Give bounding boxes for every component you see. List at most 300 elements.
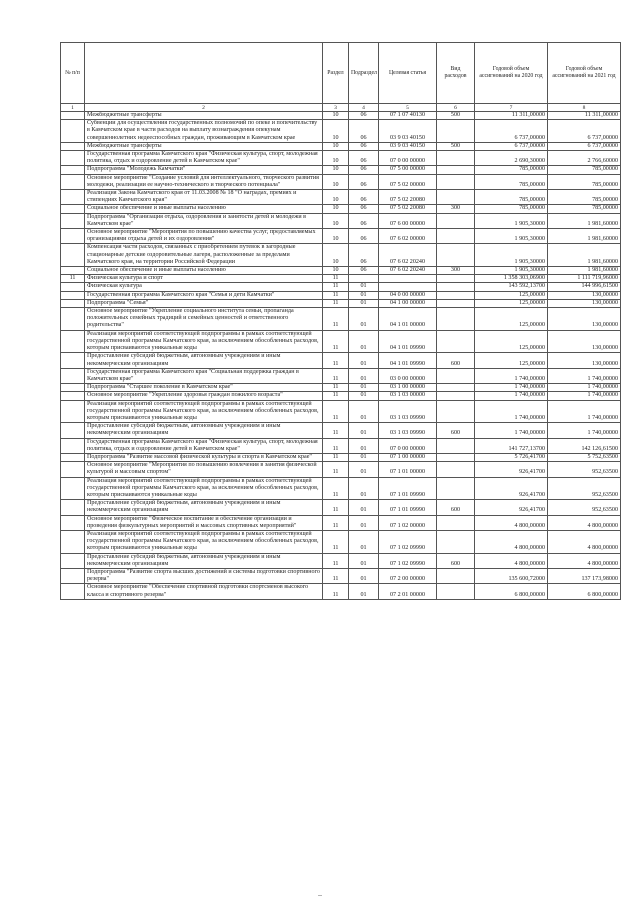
row-amount-2021: 952,63500 bbox=[548, 500, 621, 515]
row-podrazdel: 01 bbox=[349, 584, 379, 599]
row-name: Предоставление субсидий бюджетным, автономным учреждениям и иным некоммерческим организациям bbox=[85, 353, 323, 368]
row-vid bbox=[437, 213, 475, 228]
row-amount-2021: 11 311,00000 bbox=[548, 112, 621, 120]
row-number bbox=[61, 283, 85, 291]
row-amount-2021: 785,00000 bbox=[548, 205, 621, 213]
row-statya: 03 9 03 40150 bbox=[379, 120, 437, 143]
row-vid bbox=[437, 392, 475, 400]
row-amount-2020: 1 358 303,06900 bbox=[475, 275, 548, 283]
row-vid bbox=[437, 568, 475, 583]
row-podrazdel: 06 bbox=[349, 267, 379, 275]
row-name: Социальное обеспечение и иные выплаты населению bbox=[85, 205, 323, 213]
row-statya: 03 0 00 00000 bbox=[379, 368, 437, 383]
column-index-row bbox=[61, 104, 621, 112]
row-name: Основное мероприятие "Мероприятия по повышению качества услуг, предоставляемых организациями отдыха детей и их оздоровления" bbox=[85, 229, 323, 244]
row-amount-2020: 1 740,00000 bbox=[475, 392, 548, 400]
row-name: Основное мероприятие "Физическое воспитание и обеспечение организации и проведения физкультурных мероприятий и массовых спортивных мероприятий" bbox=[85, 515, 323, 530]
row-name: Подпрограмма "Семья" bbox=[85, 299, 323, 307]
row-statya: 04 1 01 00000 bbox=[379, 308, 437, 331]
row-amount-2021: 4 800,00000 bbox=[548, 553, 621, 568]
row-statya: 07 6 02 00000 bbox=[379, 229, 437, 244]
row-podrazdel: 01 bbox=[349, 553, 379, 568]
row-number bbox=[61, 353, 85, 368]
table-row bbox=[61, 213, 621, 228]
table-row bbox=[61, 244, 621, 267]
row-podrazdel: 06 bbox=[349, 174, 379, 189]
column-index: 3 bbox=[323, 104, 349, 112]
row-amount-2020: 135 600,72000 bbox=[475, 568, 548, 583]
row-amount-2021: 5 752,63500 bbox=[548, 453, 621, 461]
row-amount-2021: 1 981,60000 bbox=[548, 244, 621, 267]
row-amount-2020: 1 905,30000 bbox=[475, 267, 548, 275]
row-number bbox=[61, 229, 85, 244]
row-name: Государственная программа Камчатского края "Семья и дети Камчатки" bbox=[85, 291, 323, 299]
row-amount-2021: 6 737,00000 bbox=[548, 120, 621, 143]
row-razdel: 11 bbox=[323, 500, 349, 515]
column-index: 5 bbox=[379, 104, 437, 112]
row-razdel: 11 bbox=[323, 423, 349, 438]
row-number bbox=[61, 267, 85, 275]
header-vid: Вид расходов bbox=[437, 43, 475, 104]
row-statya: 03 1 03 09990 bbox=[379, 400, 437, 423]
row-number bbox=[61, 330, 85, 353]
row-amount-2020: 785,00000 bbox=[475, 166, 548, 174]
row-vid: 600 bbox=[437, 553, 475, 568]
row-name: Реализация Закона Камчатского края от 11.03.2008 № 18 "О наградах, премиях и стипендиях Камчатского края" bbox=[85, 190, 323, 205]
row-name: Основное мероприятие "Создание условий для интеллектуального, творческого развития молодежи, реализации ее научно-технического и творческого потенциала" bbox=[85, 174, 323, 189]
row-statya: 07 1 02 09990 bbox=[379, 553, 437, 568]
table-row bbox=[61, 392, 621, 400]
row-vid bbox=[437, 120, 475, 143]
row-statya: 07 5 02 20080 bbox=[379, 190, 437, 205]
row-number bbox=[61, 244, 85, 267]
row-name: Государственная программа Камчатского края "Социальная поддержка граждан в Камчатском крае" bbox=[85, 368, 323, 383]
table-row bbox=[61, 174, 621, 189]
row-name: Физическая культура и спорт bbox=[85, 275, 323, 283]
table-row bbox=[61, 515, 621, 530]
row-number bbox=[61, 112, 85, 120]
row-name: Физическая культура bbox=[85, 283, 323, 291]
table-row bbox=[61, 275, 621, 283]
header-2020: Годовой объем ассигнований на 2020 год bbox=[475, 43, 548, 104]
row-amount-2021: 785,00000 bbox=[548, 190, 621, 205]
row-podrazdel: 06 bbox=[349, 166, 379, 174]
row-number bbox=[61, 190, 85, 205]
row-number bbox=[61, 308, 85, 331]
row-razdel: 11 bbox=[323, 353, 349, 368]
row-name: Компенсация части расходов, связанных с приобретением путевок в загородные стационарные детские оздоровительные лагеря, расположенные за пределами Камчатского края, на территории Российской Федерации bbox=[85, 244, 323, 267]
row-amount-2021: 130,00000 bbox=[548, 353, 621, 368]
row-amount-2021: 6 800,00000 bbox=[548, 584, 621, 599]
row-razdel: 11 bbox=[323, 308, 349, 331]
row-vid bbox=[437, 275, 475, 283]
row-statya: 07 1 07 40130 bbox=[379, 112, 437, 120]
row-statya: 07 5 00 00000 bbox=[379, 166, 437, 174]
row-number bbox=[61, 400, 85, 423]
table-row bbox=[61, 166, 621, 174]
row-razdel: 10 bbox=[323, 229, 349, 244]
row-razdel: 10 bbox=[323, 205, 349, 213]
row-amount-2020: 2 690,30000 bbox=[475, 151, 548, 166]
row-name: Межбюджетные трансферты bbox=[85, 112, 323, 120]
table-row bbox=[61, 568, 621, 583]
table-row bbox=[61, 584, 621, 599]
column-index: 2 bbox=[85, 104, 323, 112]
row-amount-2020: 1 905,30000 bbox=[475, 229, 548, 244]
row-razdel: 10 bbox=[323, 174, 349, 189]
row-amount-2021: 4 800,00000 bbox=[548, 515, 621, 530]
row-razdel: 10 bbox=[323, 112, 349, 120]
table-row bbox=[61, 142, 621, 150]
row-statya: 07 5 02 20080 bbox=[379, 205, 437, 213]
row-vid: 500 bbox=[437, 142, 475, 150]
row-statya: 07 1 01 00000 bbox=[379, 462, 437, 477]
row-statya: 07 5 02 00000 bbox=[379, 174, 437, 189]
row-podrazdel: 06 bbox=[349, 244, 379, 267]
row-statya: 07 1 02 09990 bbox=[379, 530, 437, 553]
table-row bbox=[61, 353, 621, 368]
row-amount-2020: 141 727,13700 bbox=[475, 438, 548, 453]
row-statya: 07 1 01 09990 bbox=[379, 477, 437, 500]
page-footer: -- bbox=[318, 893, 322, 899]
table-row bbox=[61, 190, 621, 205]
row-name: Подпрограмма "Старшее поколение в Камчатском крае" bbox=[85, 384, 323, 392]
row-podrazdel: 01 bbox=[349, 384, 379, 392]
row-amount-2021: 1 981,60000 bbox=[548, 267, 621, 275]
row-podrazdel: 06 bbox=[349, 142, 379, 150]
row-amount-2020: 926,41700 bbox=[475, 462, 548, 477]
row-amount-2020: 143 592,13700 bbox=[475, 283, 548, 291]
row-podrazdel: 01 bbox=[349, 291, 379, 299]
row-name: Реализация мероприятий соответствующей подпрограммы в рамках соответствующей государственной программы Камчатского края, за исключением обособленных расходов, которым присваиваются уникальные коды bbox=[85, 530, 323, 553]
row-number bbox=[61, 151, 85, 166]
row-podrazdel: 06 bbox=[349, 151, 379, 166]
row-name: Подпрограмма "Организация отдыха, оздоровления и занятости детей и молодежи в Камчатском крае" bbox=[85, 213, 323, 228]
row-razdel: 11 bbox=[323, 299, 349, 307]
row-statya: 03 1 03 00000 bbox=[379, 392, 437, 400]
table-row bbox=[61, 453, 621, 461]
row-statya: 07 1 02 00000 bbox=[379, 515, 437, 530]
row-razdel: 11 bbox=[323, 368, 349, 383]
row-amount-2021: 1 981,60000 bbox=[548, 213, 621, 228]
row-number bbox=[61, 174, 85, 189]
row-podrazdel: 06 bbox=[349, 190, 379, 205]
row-vid bbox=[437, 584, 475, 599]
row-razdel: 11 bbox=[323, 291, 349, 299]
row-name: Реализация мероприятий соответствующей подпрограммы в рамках соответствующей государственной программы Камчатского края, за исключением обособленных расходов, которым присваиваются уникальные коды bbox=[85, 400, 323, 423]
row-amount-2020: 926,41700 bbox=[475, 477, 548, 500]
row-statya: 07 2 01 00000 bbox=[379, 584, 437, 599]
row-number bbox=[61, 166, 85, 174]
row-statya bbox=[379, 283, 437, 291]
row-razdel: 11 bbox=[323, 392, 349, 400]
row-razdel: 11 bbox=[323, 400, 349, 423]
row-amount-2020: 125,00000 bbox=[475, 299, 548, 307]
row-statya bbox=[379, 275, 437, 283]
row-amount-2021: 952,63500 bbox=[548, 462, 621, 477]
row-vid bbox=[437, 283, 475, 291]
row-vid: 600 bbox=[437, 353, 475, 368]
row-number bbox=[61, 368, 85, 383]
table-row bbox=[61, 299, 621, 307]
table-row bbox=[61, 308, 621, 331]
row-vid: 300 bbox=[437, 267, 475, 275]
row-vid: 600 bbox=[437, 500, 475, 515]
table-row bbox=[61, 229, 621, 244]
row-amount-2020: 785,00000 bbox=[475, 174, 548, 189]
row-razdel: 11 bbox=[323, 515, 349, 530]
table-row bbox=[61, 462, 621, 477]
row-statya: 07 1 01 09990 bbox=[379, 500, 437, 515]
table-row bbox=[61, 368, 621, 383]
row-vid bbox=[437, 229, 475, 244]
row-number bbox=[61, 568, 85, 583]
row-podrazdel: 06 bbox=[349, 213, 379, 228]
table-row bbox=[61, 477, 621, 500]
row-amount-2021: 1 111 719,96000 bbox=[548, 275, 621, 283]
row-amount-2021: 130,00000 bbox=[548, 330, 621, 353]
header-name bbox=[85, 43, 323, 104]
row-amount-2021: 137 173,98000 bbox=[548, 568, 621, 583]
row-amount-2020: 125,00000 bbox=[475, 330, 548, 353]
row-statya: 04 1 01 09990 bbox=[379, 330, 437, 353]
row-statya: 04 1 01 09990 bbox=[379, 353, 437, 368]
row-podrazdel: 01 bbox=[349, 400, 379, 423]
row-vid: 600 bbox=[437, 423, 475, 438]
table-row bbox=[61, 423, 621, 438]
row-vid bbox=[437, 515, 475, 530]
table-body bbox=[61, 112, 621, 600]
row-name: Предоставление субсидий бюджетным, автономным учреждениям и иным некоммерческим организациям bbox=[85, 553, 323, 568]
row-amount-2021: 1 740,00000 bbox=[548, 368, 621, 383]
row-name: Государственная программа Камчатского края "Физическая культура, спорт, молодежная политика, отдых и оздоровление детей в Камчатском крае" bbox=[85, 438, 323, 453]
row-podrazdel: 01 bbox=[349, 515, 379, 530]
row-vid bbox=[437, 453, 475, 461]
row-amount-2021: 1 740,00000 bbox=[548, 392, 621, 400]
row-amount-2021: 4 800,00000 bbox=[548, 530, 621, 553]
row-podrazdel: 01 bbox=[349, 453, 379, 461]
row-podrazdel: 01 bbox=[349, 438, 379, 453]
row-amount-2021: 130,00000 bbox=[548, 308, 621, 331]
row-podrazdel: 01 bbox=[349, 530, 379, 553]
row-podrazdel: 06 bbox=[349, 120, 379, 143]
table-row bbox=[61, 291, 621, 299]
row-amount-2021: 2 766,60000 bbox=[548, 151, 621, 166]
column-index: 8 bbox=[548, 104, 621, 112]
row-statya: 04 0 00 00000 bbox=[379, 291, 437, 299]
row-razdel: 10 bbox=[323, 190, 349, 205]
row-podrazdel: 01 bbox=[349, 500, 379, 515]
row-statya: 03 1 03 09990 bbox=[379, 423, 437, 438]
row-razdel: 11 bbox=[323, 553, 349, 568]
header-razdel: Раздел bbox=[323, 43, 349, 104]
row-podrazdel: 01 bbox=[349, 308, 379, 331]
row-amount-2021: 130,00000 bbox=[548, 299, 621, 307]
row-podrazdel: 01 bbox=[349, 423, 379, 438]
row-statya: 07 0 00 00000 bbox=[379, 438, 437, 453]
row-razdel: 11 bbox=[323, 438, 349, 453]
row-podrazdel: 01 bbox=[349, 330, 379, 353]
row-podrazdel: 01 bbox=[349, 283, 379, 291]
row-number bbox=[61, 453, 85, 461]
row-vid bbox=[437, 530, 475, 553]
row-vid bbox=[437, 151, 475, 166]
row-amount-2021: 1 740,00000 bbox=[548, 423, 621, 438]
row-amount-2021: 1 740,00000 bbox=[548, 400, 621, 423]
row-vid bbox=[437, 330, 475, 353]
row-podrazdel: 06 bbox=[349, 205, 379, 213]
row-number: 11 bbox=[61, 275, 85, 283]
row-amount-2020: 1 905,30000 bbox=[475, 244, 548, 267]
row-name: Основное мероприятие "Обеспечение спортивной подготовки спортсменов высокого класса и спортивного резерва" bbox=[85, 584, 323, 599]
row-number bbox=[61, 120, 85, 143]
row-razdel: 10 bbox=[323, 267, 349, 275]
row-razdel: 10 bbox=[323, 213, 349, 228]
row-amount-2021: 785,00000 bbox=[548, 166, 621, 174]
row-vid: 300 bbox=[437, 205, 475, 213]
row-amount-2020: 1 740,00000 bbox=[475, 400, 548, 423]
row-amount-2020: 125,00000 bbox=[475, 353, 548, 368]
row-name: Основное мероприятие "Укрепление здоровья граждан пожилого возраста" bbox=[85, 392, 323, 400]
row-amount-2021: 144 996,61500 bbox=[548, 283, 621, 291]
row-number bbox=[61, 515, 85, 530]
row-name: Подпрограмма "Молодежь Камчатки" bbox=[85, 166, 323, 174]
row-statya: 03 1 00 00000 bbox=[379, 384, 437, 392]
row-amount-2020: 1 740,00000 bbox=[475, 368, 548, 383]
row-razdel: 11 bbox=[323, 384, 349, 392]
column-index: 4 bbox=[349, 104, 379, 112]
row-amount-2021: 1 981,60000 bbox=[548, 229, 621, 244]
budget-table-sheet bbox=[60, 42, 620, 600]
row-number bbox=[61, 438, 85, 453]
row-amount-2021: 6 737,00000 bbox=[548, 142, 621, 150]
row-razdel: 11 bbox=[323, 477, 349, 500]
table-row bbox=[61, 267, 621, 275]
row-podrazdel: 01 bbox=[349, 568, 379, 583]
row-number bbox=[61, 477, 85, 500]
row-razdel: 11 bbox=[323, 584, 349, 599]
row-number bbox=[61, 392, 85, 400]
row-name: Основное мероприятие "Мероприятия по повышению вовлечения в занятия физической культурой и массовым спортом" bbox=[85, 462, 323, 477]
row-amount-2020: 4 800,00000 bbox=[475, 530, 548, 553]
row-amount-2020: 4 800,00000 bbox=[475, 515, 548, 530]
row-amount-2020: 6 737,00000 bbox=[475, 120, 548, 143]
row-razdel: 11 bbox=[323, 462, 349, 477]
row-statya: 03 9 03 40150 bbox=[379, 142, 437, 150]
row-number bbox=[61, 530, 85, 553]
column-index: 1 bbox=[61, 104, 85, 112]
row-razdel: 10 bbox=[323, 142, 349, 150]
header-num: № п/п bbox=[61, 43, 85, 104]
row-amount-2020: 125,00000 bbox=[475, 291, 548, 299]
row-vid bbox=[437, 462, 475, 477]
table-row bbox=[61, 438, 621, 453]
row-vid bbox=[437, 308, 475, 331]
row-vid bbox=[437, 190, 475, 205]
row-statya: 07 2 00 00000 bbox=[379, 568, 437, 583]
row-statya: 07 6 02 20240 bbox=[379, 267, 437, 275]
row-amount-2020: 785,00000 bbox=[475, 190, 548, 205]
row-vid bbox=[437, 384, 475, 392]
row-amount-2021: 142 126,61500 bbox=[548, 438, 621, 453]
row-amount-2020: 6 737,00000 bbox=[475, 142, 548, 150]
row-statya: 07 0 00 00000 bbox=[379, 151, 437, 166]
row-number bbox=[61, 553, 85, 568]
row-name: Государственная программа Камчатского края "Физическая культура, спорт, молодежная политика, отдых и оздоровление детей в Камчатском крае" bbox=[85, 151, 323, 166]
row-vid bbox=[437, 244, 475, 267]
row-razdel: 10 bbox=[323, 120, 349, 143]
row-name: Реализация мероприятий соответствующей подпрограммы в рамках соответствующей государственной программы Камчатского края, за исключением обособленных расходов, которым присваиваются уникальные коды bbox=[85, 330, 323, 353]
row-vid bbox=[437, 291, 475, 299]
row-razdel: 11 bbox=[323, 453, 349, 461]
row-name: Подпрограмма "Развитие массовой физической культуры и спорта в Камчатском крае" bbox=[85, 453, 323, 461]
table-header-row bbox=[61, 43, 621, 104]
table-row bbox=[61, 112, 621, 120]
row-podrazdel bbox=[349, 275, 379, 283]
row-amount-2021: 1 740,00000 bbox=[548, 384, 621, 392]
row-number bbox=[61, 142, 85, 150]
header-statya: Целевая статья bbox=[379, 43, 437, 104]
row-vid bbox=[437, 174, 475, 189]
row-amount-2020: 1 740,00000 bbox=[475, 423, 548, 438]
row-amount-2020: 5 726,41700 bbox=[475, 453, 548, 461]
row-razdel: 10 bbox=[323, 166, 349, 174]
row-podrazdel: 01 bbox=[349, 368, 379, 383]
row-vid bbox=[437, 438, 475, 453]
row-razdel: 11 bbox=[323, 330, 349, 353]
row-amount-2021: 952,63500 bbox=[548, 477, 621, 500]
column-index: 6 bbox=[437, 104, 475, 112]
table-row bbox=[61, 400, 621, 423]
row-vid bbox=[437, 368, 475, 383]
row-amount-2021: 130,00000 bbox=[548, 291, 621, 299]
row-amount-2020: 1 905,30000 bbox=[475, 213, 548, 228]
row-number bbox=[61, 291, 85, 299]
row-statya: 07 6 00 00000 bbox=[379, 213, 437, 228]
row-vid bbox=[437, 400, 475, 423]
row-razdel: 11 bbox=[323, 275, 349, 283]
row-statya: 07 1 00 00000 bbox=[379, 453, 437, 461]
row-number bbox=[61, 384, 85, 392]
table-row bbox=[61, 330, 621, 353]
row-vid: 500 bbox=[437, 112, 475, 120]
table-row bbox=[61, 553, 621, 568]
row-razdel: 11 bbox=[323, 283, 349, 291]
row-razdel: 11 bbox=[323, 568, 349, 583]
row-vid bbox=[437, 477, 475, 500]
row-amount-2020: 926,41700 bbox=[475, 500, 548, 515]
row-amount-2021: 785,00000 bbox=[548, 174, 621, 189]
row-podrazdel: 01 bbox=[349, 299, 379, 307]
table-row bbox=[61, 530, 621, 553]
row-podrazdel: 01 bbox=[349, 392, 379, 400]
table-row bbox=[61, 151, 621, 166]
row-podrazdel: 06 bbox=[349, 112, 379, 120]
budget-table bbox=[60, 42, 621, 600]
row-number bbox=[61, 462, 85, 477]
row-razdel: 10 bbox=[323, 244, 349, 267]
row-podrazdel: 01 bbox=[349, 353, 379, 368]
row-name: Межбюджетные трансферты bbox=[85, 142, 323, 150]
row-number bbox=[61, 584, 85, 599]
row-podrazdel: 01 bbox=[349, 462, 379, 477]
row-amount-2020: 1 740,00000 bbox=[475, 384, 548, 392]
row-razdel: 10 bbox=[323, 151, 349, 166]
row-podrazdel: 06 bbox=[349, 229, 379, 244]
row-vid bbox=[437, 166, 475, 174]
row-name: Реализация мероприятий соответствующей подпрограммы в рамках соответствующей государственной программы Камчатского края, за исключением обособленных расходов, которым присваиваются уникальные коды bbox=[85, 477, 323, 500]
table-row bbox=[61, 120, 621, 143]
